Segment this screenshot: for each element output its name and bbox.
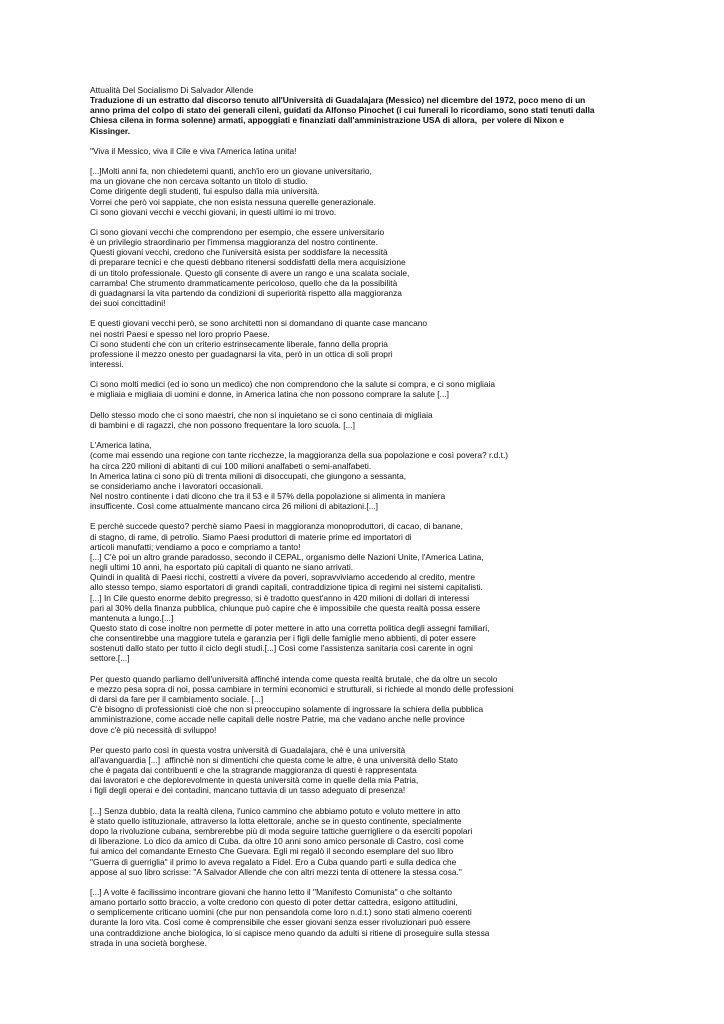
- paragraph-line: o semplicemente criticano uomini (che pur non pensandola come loro n.d.t.) sono stati almeno coerenti: [90, 907, 472, 918]
- paragraph: [90, 440, 650, 511]
- paragraph-line: che è pagata dai contribuenti e che la stragrande maggioranza di questi è rappresentata: [90, 765, 417, 776]
- paragraph-line: di un titolo professionale. Questo gli consente di avere un rango e una scalata sociale,: [90, 267, 410, 278]
- paragraph-line: Ci sono giovani vecchi e vecchi giovani, in questi ultimi io mi trovo.: [90, 206, 337, 217]
- document-title: Attualità Del Socialismo Di Salvador Allende: [90, 85, 254, 95]
- subtitle-line: Kissinger.: [90, 125, 131, 136]
- paragraph-line: Nel nostro continente i dati dicono che tra il 53 e il 57% della popolazione si alimenta in maniera: [90, 491, 446, 501]
- paragraph-line: [...] C'è poi un altro grande paradosso, secondo il CEPAL, organismo delle Nazioni Unite, l'America Latina,: [90, 551, 484, 562]
- paragraph-line: strada in una società borghese.: [90, 937, 207, 948]
- paragraph-line: carramba! Che strumento drammaticamente pericoloso, quello che da la possibilità: [90, 277, 398, 288]
- paragraph-line: Questo stato di cose inoltre non permette di poter mettere in atto una corretta politica degli assegni familiari,: [90, 623, 490, 634]
- paragraph-line: articoli manufatti; vendiamo a poco e compriamo a tanto!: [90, 541, 301, 552]
- paragraph-line: C'è bisogno di professionisti cioè che non si preoccupino solamente di ingrossare la schiera della pubblica: [90, 704, 484, 715]
- paragraph-line: dopo la rivoluzione cubana, sembrerebbe più di moda seguire tattiche guerrigliere o da eserciti popolari: [90, 826, 473, 837]
- paragraph-line: all'avanguardia [...] affinchè non si dimentichi che questa come le altre, è una università dello Stato: [90, 755, 458, 766]
- document-body: [90, 146, 650, 948]
- paragraph-line: interessi.: [90, 359, 124, 370]
- paragraph-line: e mezzo pesa sopra di noi, possa cambiare in termini economici e strutturali, si richiede al mondo delle professioni: [90, 683, 514, 694]
- paragraph-line: di stagno, di rame, di petrolio. Siamo Paesi produttori di materie prime ed importatori di: [90, 531, 412, 542]
- paragraph-line: è un privilegio straordinario per l'immensa maggioranza del nostro continente.: [90, 237, 378, 248]
- paragraph-line: E questi giovani vecchi però, se sono architetti non si domandano di quante case mancano: [90, 318, 428, 329]
- paragraph-line: è stato quello istituzionale, attraverso la lotta elettorale, anche se in questo continente, specialmente: [90, 815, 462, 826]
- paragraph-line: ha circa 220 milioni di abitanti di cui 100 milioni analfabeti o semi-analfabeti.: [90, 460, 372, 471]
- paragraph: [90, 745, 650, 796]
- paragraph-line: allo stesso tempo, siamo esportatori di grandi capitali, contraddizione tipica di regimi nei sistemi capitalisti.: [90, 582, 483, 593]
- paragraph-line: Ci sono giovani vecchi che comprendono per esempio, che essere universitario: [90, 227, 385, 237]
- paragraph-line: di bambini e di ragazzi, che non possono frequentare la loro scuola. [...]: [90, 419, 355, 430]
- paragraph: [90, 674, 650, 735]
- subtitle-line: anno prima del colpo di stato dei generali cileni, guidati da Alfonso Pinochet (i cui funerali lo ricordiamo, sono stati tenuti dalla: [90, 105, 595, 116]
- paragraph-line: Ci sono molti medici (ed io sono un medico) che non comprendono che la salute si compra, e ci sono migliaia: [90, 379, 495, 390]
- paragraph-line: Per questo parlo così in questa vostra università di Guadalajara, chè è una università: [90, 744, 406, 755]
- subtitle-line: Chiesa cilena in forma solenne) armati, appoggiati e finanziati dall'amministrazione USA di allora, per volere di Nixon e: [90, 115, 565, 126]
- paragraph-line: che consentirebbe una maggiore tutela e garanzia per i figli delle famiglie meno abbienti, di poter essere: [90, 633, 476, 644]
- paragraph-line: e migliaia e migliaia di uomini e donne, in America latina che non possono comprare la salute [...]: [90, 389, 449, 400]
- paragraph-line: pari al 30% della finanza pubblica, chiunque può capire che è impossibile che questa realtà possa essere: [90, 602, 481, 613]
- paragraph-line: di guadagnarsi la vita partendo da condizioni di superiorità rispetto alla maggioranza: [90, 287, 402, 298]
- paragraph-line: E perchè succede questo? perchè siamo Paesi in maggioranza monoproduttori, di cacao, di banane,: [90, 521, 463, 532]
- document-subtitle: [90, 95, 650, 136]
- paragraph-line: [...] A volte è facilissimo incontrare giovani che hanno letto il "Manifesto Comunista" o che soltanto: [90, 887, 453, 898]
- paragraph-line: negli ultimi 10 anni, ha esportato più capitali di quanto ne siano arrivati.: [90, 562, 354, 573]
- paragraph: [90, 379, 650, 399]
- paragraph: [90, 410, 650, 430]
- paragraph-line: mantenuta a lungo.[...]: [90, 612, 174, 623]
- paragraph-line: Vorrei che però voi sappiate, che non esista nessuna querelle generazionale.: [90, 196, 376, 207]
- paragraph-line: Dello stesso modo che ci sono maestri, che non si inquietano se ci sono centinaia di migliaia: [90, 409, 433, 420]
- paragraph-line: se consideriamo anche i lavoratori occasionali.: [90, 480, 264, 491]
- subtitle-line: Traduzione di un estratto dal discorso tenuto all'Università di Guadalajara (Messico) nel dicembre del 1972, poco meno di un: [90, 95, 586, 106]
- paragraph-line: di liberazione. Lo dico da amico di Cuba. da oltre 10 anni sono amico personale di Castro, così come: [90, 836, 464, 847]
- paragraph-line: [...]Molti anni fa, non chiedetemi quanti, anch'io ero un giovane universitario,: [90, 166, 372, 177]
- paragraph-line: dei suoi concittadini!: [90, 298, 166, 309]
- paragraph-line: di darsi da fare per il cambiamento sociale. [...]: [90, 694, 264, 705]
- paragraph-line: (come mai essendo una regione con tante ricchezze, la maggioranza della sua popolazione e così povera? r.d.t.): [90, 450, 509, 461]
- paragraph-line: Quindi in qualità di Paesi ricchi, costretti a vivere da poveri, sopravviviamo accedendo al credito, mentre: [90, 572, 475, 583]
- paragraph-line: amano portarlo sotto braccio, a volte credono con questo di poter dettar cattedra, esigono attitudini,: [90, 897, 458, 908]
- paragraph: [90, 521, 650, 663]
- paragraph-line: nei nostri Paesi e spesso nel loro proprio Paese.: [90, 328, 270, 339]
- paragraph-line: professione il mezzo onesto per guadagnarsi la vita, però in un ottica di soli propri: [90, 348, 393, 359]
- paragraph-line: durante la loro vita. Così come è comprensibile che esser giovani senza esser rivoluzionari può essere: [90, 917, 471, 928]
- document-page: [90, 85, 650, 958]
- paragraph-line: "Viva il Messico, viva il Cile e viva l'America latina unita!: [90, 145, 297, 156]
- paragraph-line: di preparare tecnici e che questi debbano ritenersi soddisfatti della mera acquisizione: [90, 257, 406, 268]
- paragraph-line: sostenuti dallo stato per tutto il ciclo degli studi.[...] Così come l'assistenza sanitaria così carente in ogni: [90, 643, 473, 654]
- paragraph: [90, 887, 650, 948]
- paragraph-line: appose al suo libro scrisse: "A Salvador Allende che con altri mezzi tenta di ottenere la stessa cosa.": [90, 866, 462, 877]
- paragraph-line: fui amico del comandante Ernesto Che Guevara. Egli mi regalò il secondo esemplare del suo libro: [90, 846, 454, 857]
- paragraph-line: i figli degli operai e dei contadini, mancano tuttavia di un tasso adeguato di presenza!: [90, 785, 406, 796]
- paragraph-line: una contraddizione anche biologica, lo si capisce meno quando da adulti si ritiene di proseguire sulla stessa: [90, 927, 490, 938]
- paragraph: [90, 318, 650, 369]
- paragraph-line: Ci sono studenti che con un criterio estrinsecamente liberale, fanno della propria: [90, 338, 388, 349]
- paragraph-line: [...] Senza dubbio, data la realtà cilena, l'unico cammino che abbiamo potuto e voluto mettere in atto: [90, 805, 461, 816]
- paragraph-line: "Guerra di guerriglia" il primo lo aveva regalato a Fidel. Ero a Cuba quando partì e sulla dedica che: [90, 856, 457, 867]
- paragraph-line: Questi giovani vecchi, credono che l'università esista per soddisfare la necessità: [90, 247, 388, 258]
- paragraph-line: L'America latina,: [90, 440, 152, 451]
- paragraph-line: Per questo quando parliamo dell'università affinché intenda come questa realtà brutale, che da oltre un secolo: [90, 673, 498, 684]
- paragraph-line: Come dirigente degli studenti, fui espulso dalla mia università.: [90, 186, 320, 197]
- paragraph: [90, 806, 650, 877]
- paragraph-line: amministrazione, come accade nelle capitali delle nostre Patrie, ma che vadano anche nelle province: [90, 714, 465, 725]
- paragraph: [90, 146, 650, 156]
- paragraph-line: dove c'è più necessità di sviluppo!: [90, 724, 217, 735]
- paragraph-line: ma un giovane che non cercava soltanto un titolo di studio.: [90, 176, 308, 187]
- paragraph: [90, 166, 650, 217]
- paragraph-line: dai lavoratori e che deplorevolmente in questa università come in quelle della mia Patria,: [90, 775, 419, 786]
- paragraph-line: [...] In Cile questo enorme debito pregresso, si è tradotto quest'anno in 420 milioni di dollari di interessi: [90, 592, 470, 603]
- paragraph: [90, 227, 650, 308]
- paragraph-line: settore.[...]: [90, 653, 130, 664]
- paragraph-line: insufficente. Così come attualmente mancano circa 26 milioni di abitazioni.[...]: [90, 501, 378, 512]
- paragraph-line: In America latina ci sono più di trenta milioni di disoccupati, che giungono a sessanta,: [90, 470, 407, 481]
